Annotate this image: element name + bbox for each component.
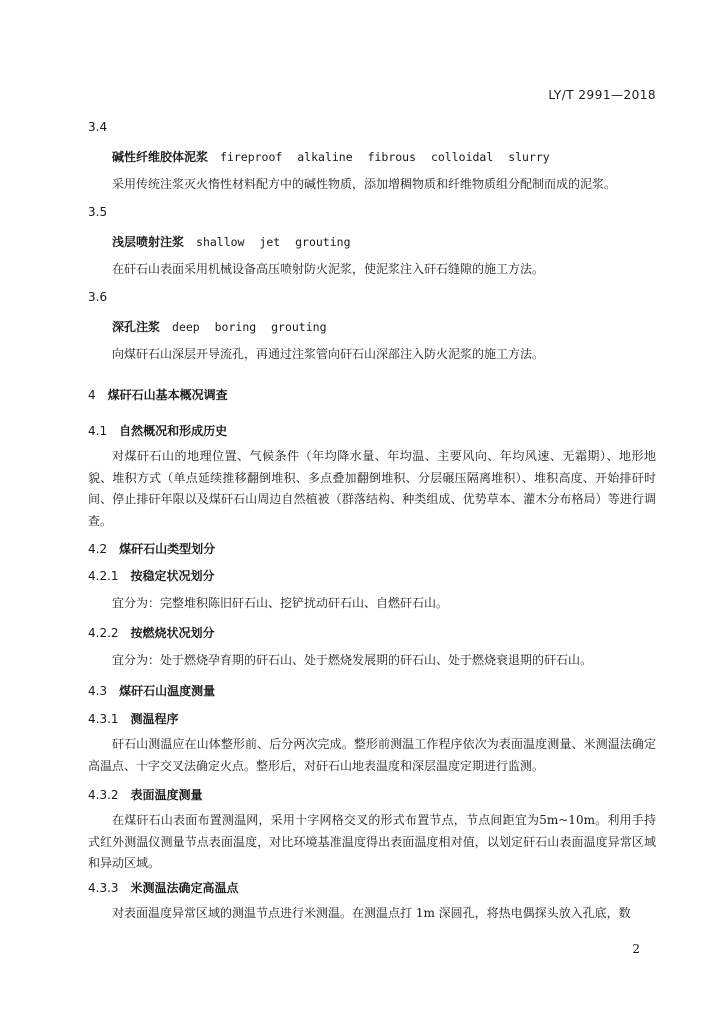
section-number: 4	[88, 388, 96, 402]
section-heading	[88, 710, 179, 727]
section-number: 4.1	[88, 424, 108, 438]
section-paragraph: 宜分为：完整堆积陈旧矸石山、挖铲扰动矸石山、自燃矸石山。	[112, 596, 449, 610]
section-title: 表面温度测量	[130, 788, 203, 802]
section-number: 4.2.1	[88, 569, 119, 583]
term-title	[112, 318, 327, 335]
section-number: 4.3.2	[88, 788, 119, 802]
section-paragraph: 矸石山测温应在山体整形前、后分两次完成。整形前测温工作程序依次为表面温度测量、米测温法确定高温点、十字交叉法确定火点。整形后，对矸石山地表温度和深层温度定期进行监测。	[88, 737, 656, 773]
section-heading	[88, 567, 215, 584]
term-definition: 向煤矸石山深层开导流孔，再通过注浆管向矸石山深部注入防火泥浆的施工方法。	[112, 347, 545, 361]
section-title: 米测温法确定高温点	[130, 881, 239, 895]
section-heading	[88, 422, 227, 439]
section-heading	[88, 879, 239, 896]
section-paragraph: 在煤矸石山表面布置测温网，采用十字网格交叉的形式布置节点，节点间距宜为5m~10m。利用手持式红外测温仪测量节点表面温度，对比环境基准温度得出表面温度相对值，以划定矸石山表面温度异常区域和异动区域。	[88, 813, 656, 870]
section-title: 自然概况和形成历史	[119, 424, 228, 438]
section-heading	[88, 624, 215, 641]
section-heading	[88, 682, 215, 699]
term-definition: 采用传统注浆灭火惰性材料配方中的碱性物质，添加增稠物质和纤维物质组分配制而成的泥浆。	[112, 177, 617, 191]
term-zh: 深孔注浆	[112, 320, 161, 334]
section-number: 4.3.1	[88, 712, 119, 726]
term-title	[112, 148, 550, 165]
term-definition: 在矸石山表面采用机械设备高压喷射防火泥浆，使泥浆注入矸石缝隙的施工方法。	[112, 262, 545, 276]
section-title: 测温程序	[130, 712, 179, 726]
section-number: 4.2	[88, 542, 108, 556]
section-number: 4.3.3	[88, 881, 119, 895]
section-heading	[88, 786, 203, 803]
term-number: 3.6	[88, 290, 108, 304]
section-number: 4.3	[88, 684, 108, 698]
section-paragraph: 对表面温度异常区域的测温节点进行米测温。在测温点打 1m 深圆孔，将热电偶探头放入孔底，数	[112, 906, 631, 920]
section-title: 煤矸石山温度测量	[119, 684, 216, 698]
term-zh: 碱性纤维胶体泥浆	[112, 150, 209, 164]
section-title: 煤矸石山类型划分	[119, 542, 216, 556]
section-paragraph: 宜分为：处于燃烧孕育期的矸石山、处于燃烧发展期的矸石山、处于燃烧衰退期的矸石山。	[112, 653, 593, 667]
standard-number: LY/T 2991—2018	[548, 88, 656, 102]
page-number: 2	[632, 942, 640, 956]
section-title: 按燃烧状况划分	[130, 626, 215, 640]
section-number: 4.2.2	[88, 626, 119, 640]
section-heading	[88, 386, 228, 403]
term-en: shallow jet grouting	[196, 235, 351, 249]
section-title: 煤矸石山基本概况调查	[107, 388, 228, 402]
section-heading	[88, 540, 215, 557]
term-number: 3.4	[88, 120, 108, 134]
term-title	[112, 233, 351, 250]
term-zh: 浅层喷射注浆	[112, 235, 185, 249]
section-title: 按稳定状况划分	[130, 569, 215, 583]
term-en: fireproof alkaline fibrous colloidal slurry	[220, 150, 550, 164]
term-en: deep boring grouting	[172, 320, 327, 334]
term-number: 3.5	[88, 205, 108, 219]
section-paragraph: 对煤矸石山的地理位置、气候条件（年均降水量、年均温、主要风向、年均风速、无霜期）、地形地貌、堆积方式（单点延续推移翻倒堆积、多点叠加翻倒堆积、分层碾压隔离堆积）、堆积高度、开始排矸时间、停止排矸年限以及煤矸石山周边自然植被（群落结构、种类组成、优势草本、灌木分布格局）等进行调查。	[88, 449, 656, 528]
